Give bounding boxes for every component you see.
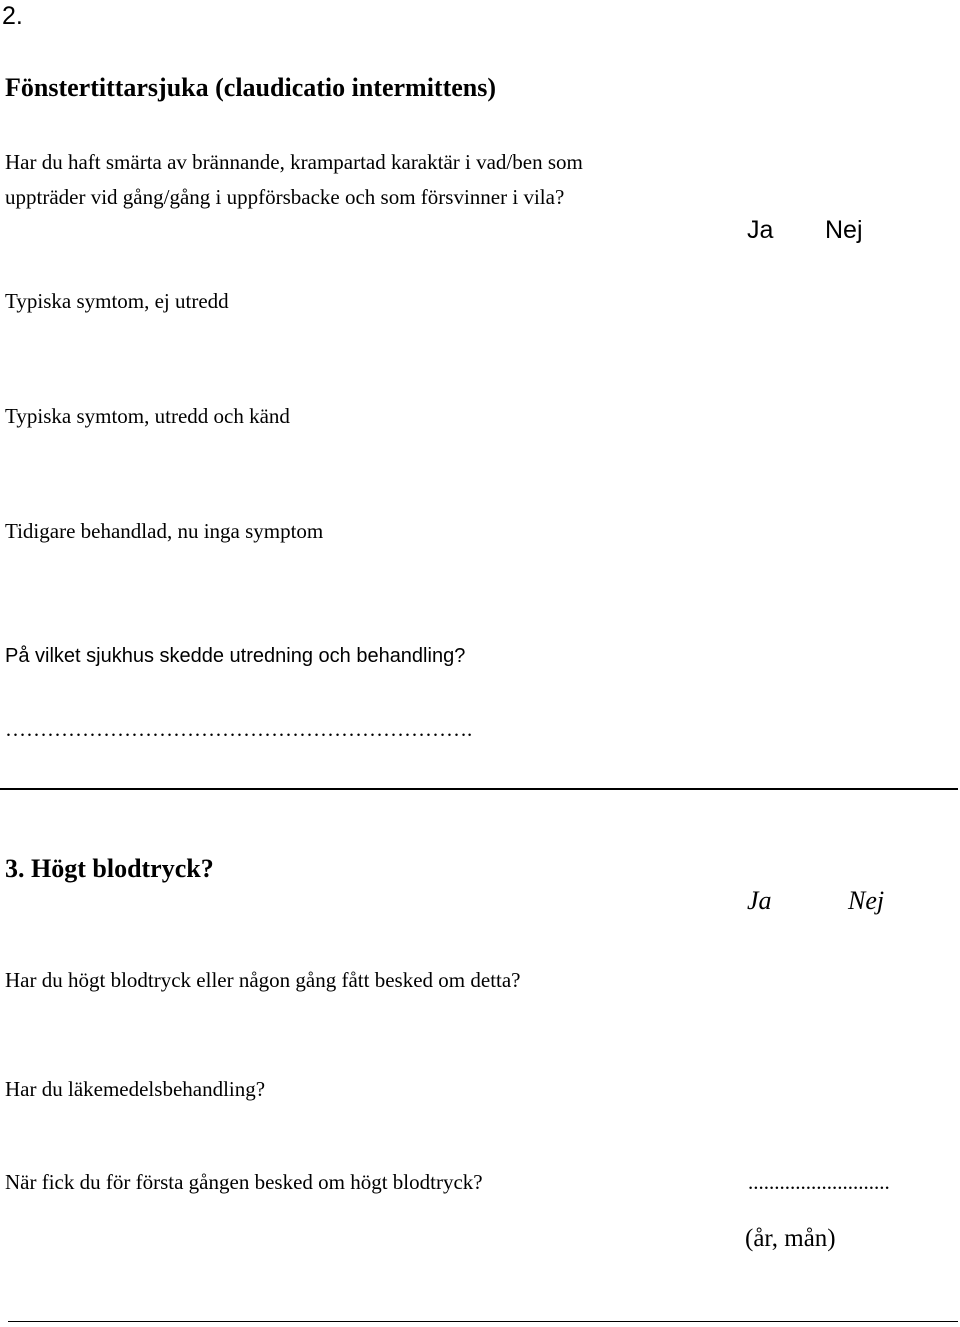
question-line-2: uppträder vid gång/gång i uppförsbacke och som försvinner i vila?: [5, 185, 565, 209]
yes-header-2: Ja: [747, 886, 772, 915]
medication-question: Har du läkemedelsbehandling?: [5, 1077, 266, 1101]
section-heading: Fönstertittarsjuka (claudicatio intermittens): [5, 73, 497, 102]
blood-pressure-question: Har du högt blodtryck eller någon gång fått besked om detta?: [5, 968, 521, 992]
no-header: Nej: [825, 216, 863, 244]
bottom-divider: [8, 1321, 958, 1322]
hospital-answer-line[interactable]: ………………………………………………………….: [5, 717, 473, 741]
first-notice-unit: (år, mån): [745, 1225, 836, 1252]
option-previously-treated: Tidigare behandlad, nu inga symptom: [5, 519, 324, 543]
question-line-1: Har du haft smärta av brännande, krampartad karaktär i vad/ben som: [5, 150, 583, 174]
option-not-investigated: Typiska symtom, ej utredd: [5, 289, 229, 313]
hospital-question: På vilket sjukhus skedde utredning och behandling?: [5, 645, 466, 667]
first-notice-question: När fick du för första gången besked om högt blodtryck?: [5, 1170, 483, 1194]
section-divider: [0, 788, 958, 790]
section3-heading: 3. Högt blodtryck?: [5, 854, 214, 883]
first-notice-answer-line[interactable]: ...........................: [748, 1170, 890, 1194]
no-header-2: Nej: [848, 886, 885, 915]
section-number: 2.: [2, 2, 23, 30]
yes-header: Ja: [747, 216, 774, 244]
option-investigated: Typiska symtom, utredd och känd: [5, 404, 290, 428]
